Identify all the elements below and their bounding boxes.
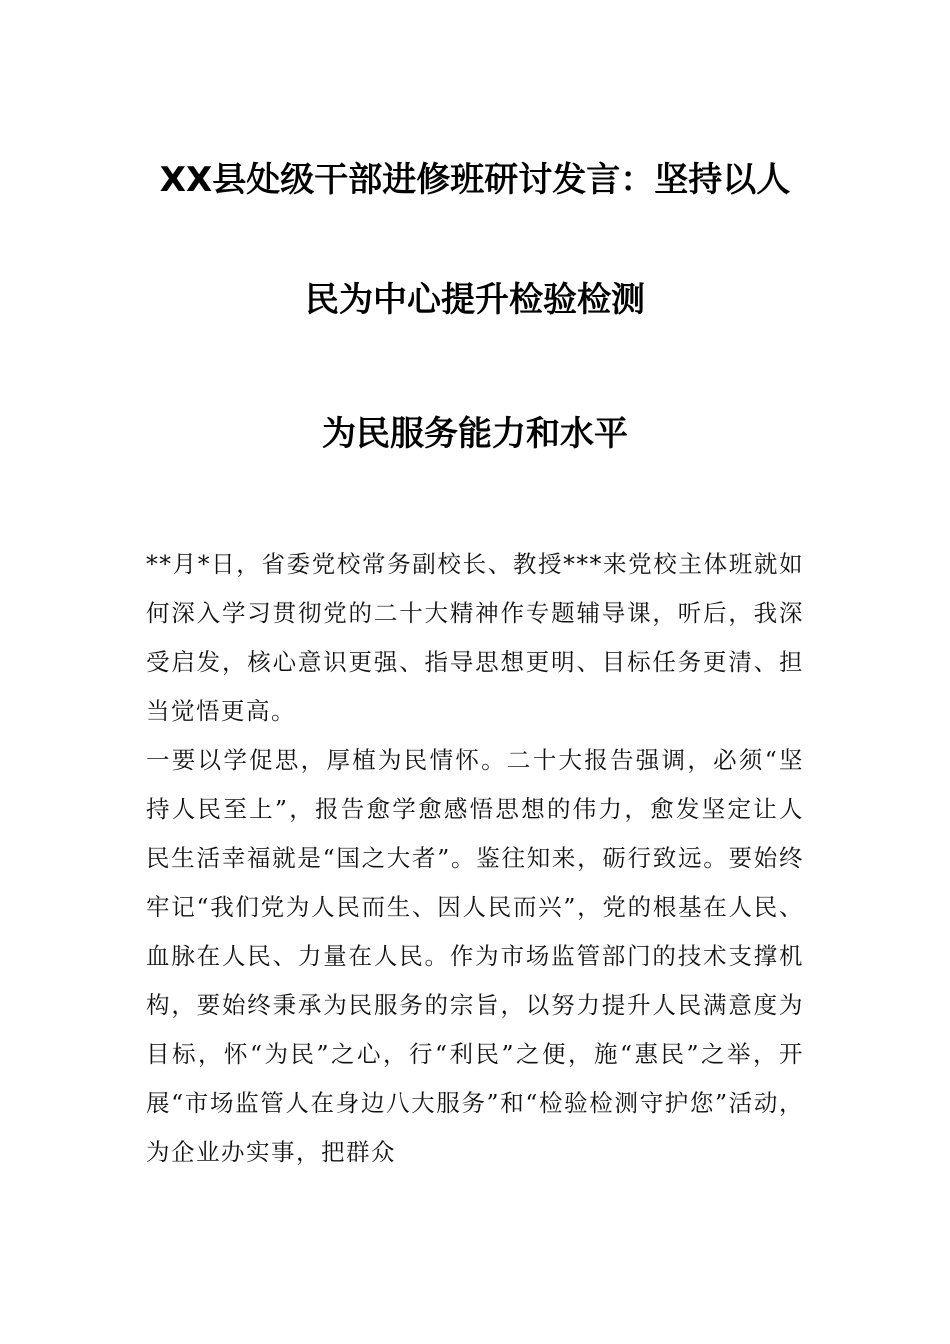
paragraph-point-one: 一要以学促思，厚植为民情怀。二十大报告强调，必须“坚持人民至上”，报告愈学愈感悟思想的伟力，愈发坚定让人民生活幸福就是“国之大者”。鉴往知来，砺行致远。要始终牢记“我们党为人民而生、因人民而兴”，党的根基在人民、血脉在人民、力量在人民。作为市场监管部门的技术支撑机构，要始终秉承为民服务的宗旨，以努力提升人民满意度为目标，怀“为民”之心，行“利民”之便，施“惠民”之举，开展“市场监管人在身边八大服务”和“检验检测守护您”活动，为企业办实事，把群众 <box>146 746 804 1166</box>
document-body <box>146 540 804 1177</box>
document-title-line-2: 民为中心提升检验检测 <box>305 280 645 320</box>
document-title-line-3: 为民服务能力和水平 <box>322 414 628 454</box>
document-title-line-1: XX县处级干部进修班研讨发言：坚持以人 <box>159 160 791 200</box>
paragraph-intro: **月*日，省委党校常务副校长、教授***来党校主体班就如何深入学习贯彻党的二十大精神作专题辅导课，听后，我深受启发，核心意识更强、指导思想更明、目标任务更清、担当觉悟更高。 <box>146 550 804 725</box>
